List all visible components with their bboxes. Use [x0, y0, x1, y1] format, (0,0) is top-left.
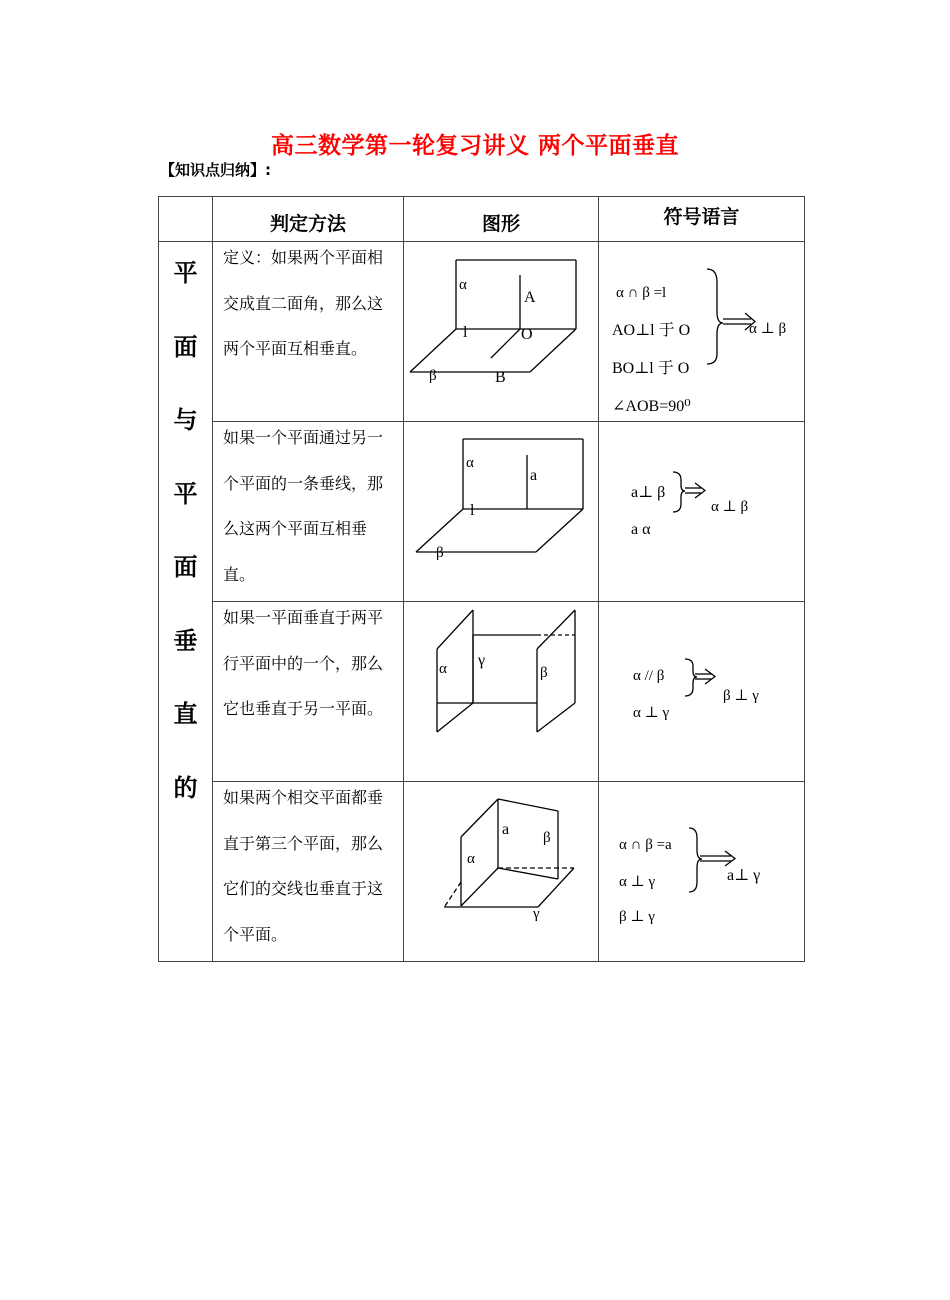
side-char: 面 — [173, 332, 198, 361]
conclusion: β ⊥ γ — [723, 688, 759, 704]
header-blank — [159, 197, 213, 242]
brace-icon — [689, 828, 702, 892]
brace-icon — [673, 472, 685, 512]
conclusion: α ⊥ β — [711, 499, 749, 515]
symbol-line: α // β — [633, 668, 665, 684]
implies-arrow-icon — [700, 851, 735, 866]
symbol-line: β ⊥ γ — [619, 909, 655, 925]
figure-cell — [404, 782, 599, 962]
symbol-line: α ⊥ γ — [619, 874, 656, 890]
side-char: 与 — [173, 406, 198, 434]
label-beta: β — [436, 545, 444, 561]
implies-arrow-icon — [695, 669, 715, 684]
intersecting-planes-figure — [404, 782, 598, 961]
label-a: a — [502, 821, 510, 838]
page-title: 高三数学第一轮复习讲义 两个平面垂直 — [270, 132, 679, 159]
label-alpha: α — [467, 851, 475, 867]
method-cell: 如果两个相交平面都垂直于第三个平面，那么它们的交线也垂直于这个平面。 — [213, 782, 404, 962]
label-beta: β — [543, 830, 551, 846]
symbol-line: α ⊥ γ — [633, 705, 670, 721]
method-cell: 定义：如果两个平面相交成直二面角，那么这两个平面互相垂直。 — [213, 242, 404, 422]
side-char: 的 — [173, 773, 198, 802]
symbol-cell — [599, 782, 805, 962]
label-l: l — [463, 324, 468, 341]
table-row — [159, 602, 805, 782]
label-alpha: α — [466, 455, 474, 471]
label-a: a — [530, 467, 538, 484]
symbol-block — [599, 602, 804, 781]
symbol-block — [599, 242, 804, 421]
label-beta: β — [429, 368, 437, 384]
label-gamma: γ — [478, 652, 486, 669]
symbol-line: ∠AOB=90⁰ — [612, 398, 691, 415]
section-label: 【知识点归纳】: — [160, 161, 271, 179]
perpendicular-line-figure — [404, 422, 598, 601]
symbol-block — [599, 782, 804, 961]
label-gamma: γ — [533, 906, 540, 922]
label-l: l — [470, 502, 475, 519]
implies-arrow-icon — [685, 483, 705, 498]
symbol-cell — [599, 422, 805, 602]
symbol-block — [599, 422, 804, 601]
table-row — [159, 242, 805, 422]
symbol-line: α ∩ β =l — [616, 285, 667, 301]
side-char: 面 — [173, 553, 198, 581]
symbol-cell — [599, 242, 805, 422]
symbol-line: α ∩ β =a — [619, 837, 672, 853]
brace-icon — [685, 659, 697, 696]
symbol-line: a⊥ β — [631, 484, 666, 501]
symbol-line: BO⊥l 于 O — [612, 360, 690, 377]
conclusion: α ⊥ β — [749, 321, 787, 337]
method-cell: 如果一个平面通过另一个平面的一条垂线，那么这两个平面互相垂直。 — [213, 422, 404, 602]
label-beta: β — [540, 665, 548, 681]
brace-icon — [707, 269, 723, 364]
symbol-line: AO⊥l 于 O — [612, 322, 691, 339]
method-cell: 如果一平面垂直于两平行平面中的一个，那么它也垂直于另一平面。 — [213, 602, 404, 782]
symbol-cell — [599, 602, 805, 782]
side-char: 平 — [173, 259, 198, 287]
dihedral-figure — [404, 242, 598, 421]
header-method: 判定方法 — [213, 197, 404, 242]
header-symbol: 符号语言 — [599, 197, 805, 242]
side-char: 平 — [173, 479, 198, 508]
symbol-line: a α — [631, 521, 651, 538]
side-char: 直 — [173, 700, 198, 728]
label-alpha: α — [459, 277, 467, 293]
side-char: 垂 — [173, 626, 198, 655]
knowledge-table — [158, 196, 805, 962]
label-O: O — [521, 326, 533, 343]
label-alpha: α — [439, 661, 447, 677]
table-row — [159, 422, 805, 602]
header-figure: 图形 — [404, 197, 599, 242]
figure-cell — [404, 602, 599, 782]
label-B: B — [495, 369, 506, 386]
label-A: A — [524, 289, 536, 306]
parallel-planes-figure — [404, 602, 598, 781]
conclusion: a⊥ γ — [727, 867, 761, 884]
figure-cell — [404, 422, 599, 602]
table-row — [159, 782, 805, 962]
figure-cell — [404, 242, 599, 422]
side-label — [159, 242, 213, 962]
